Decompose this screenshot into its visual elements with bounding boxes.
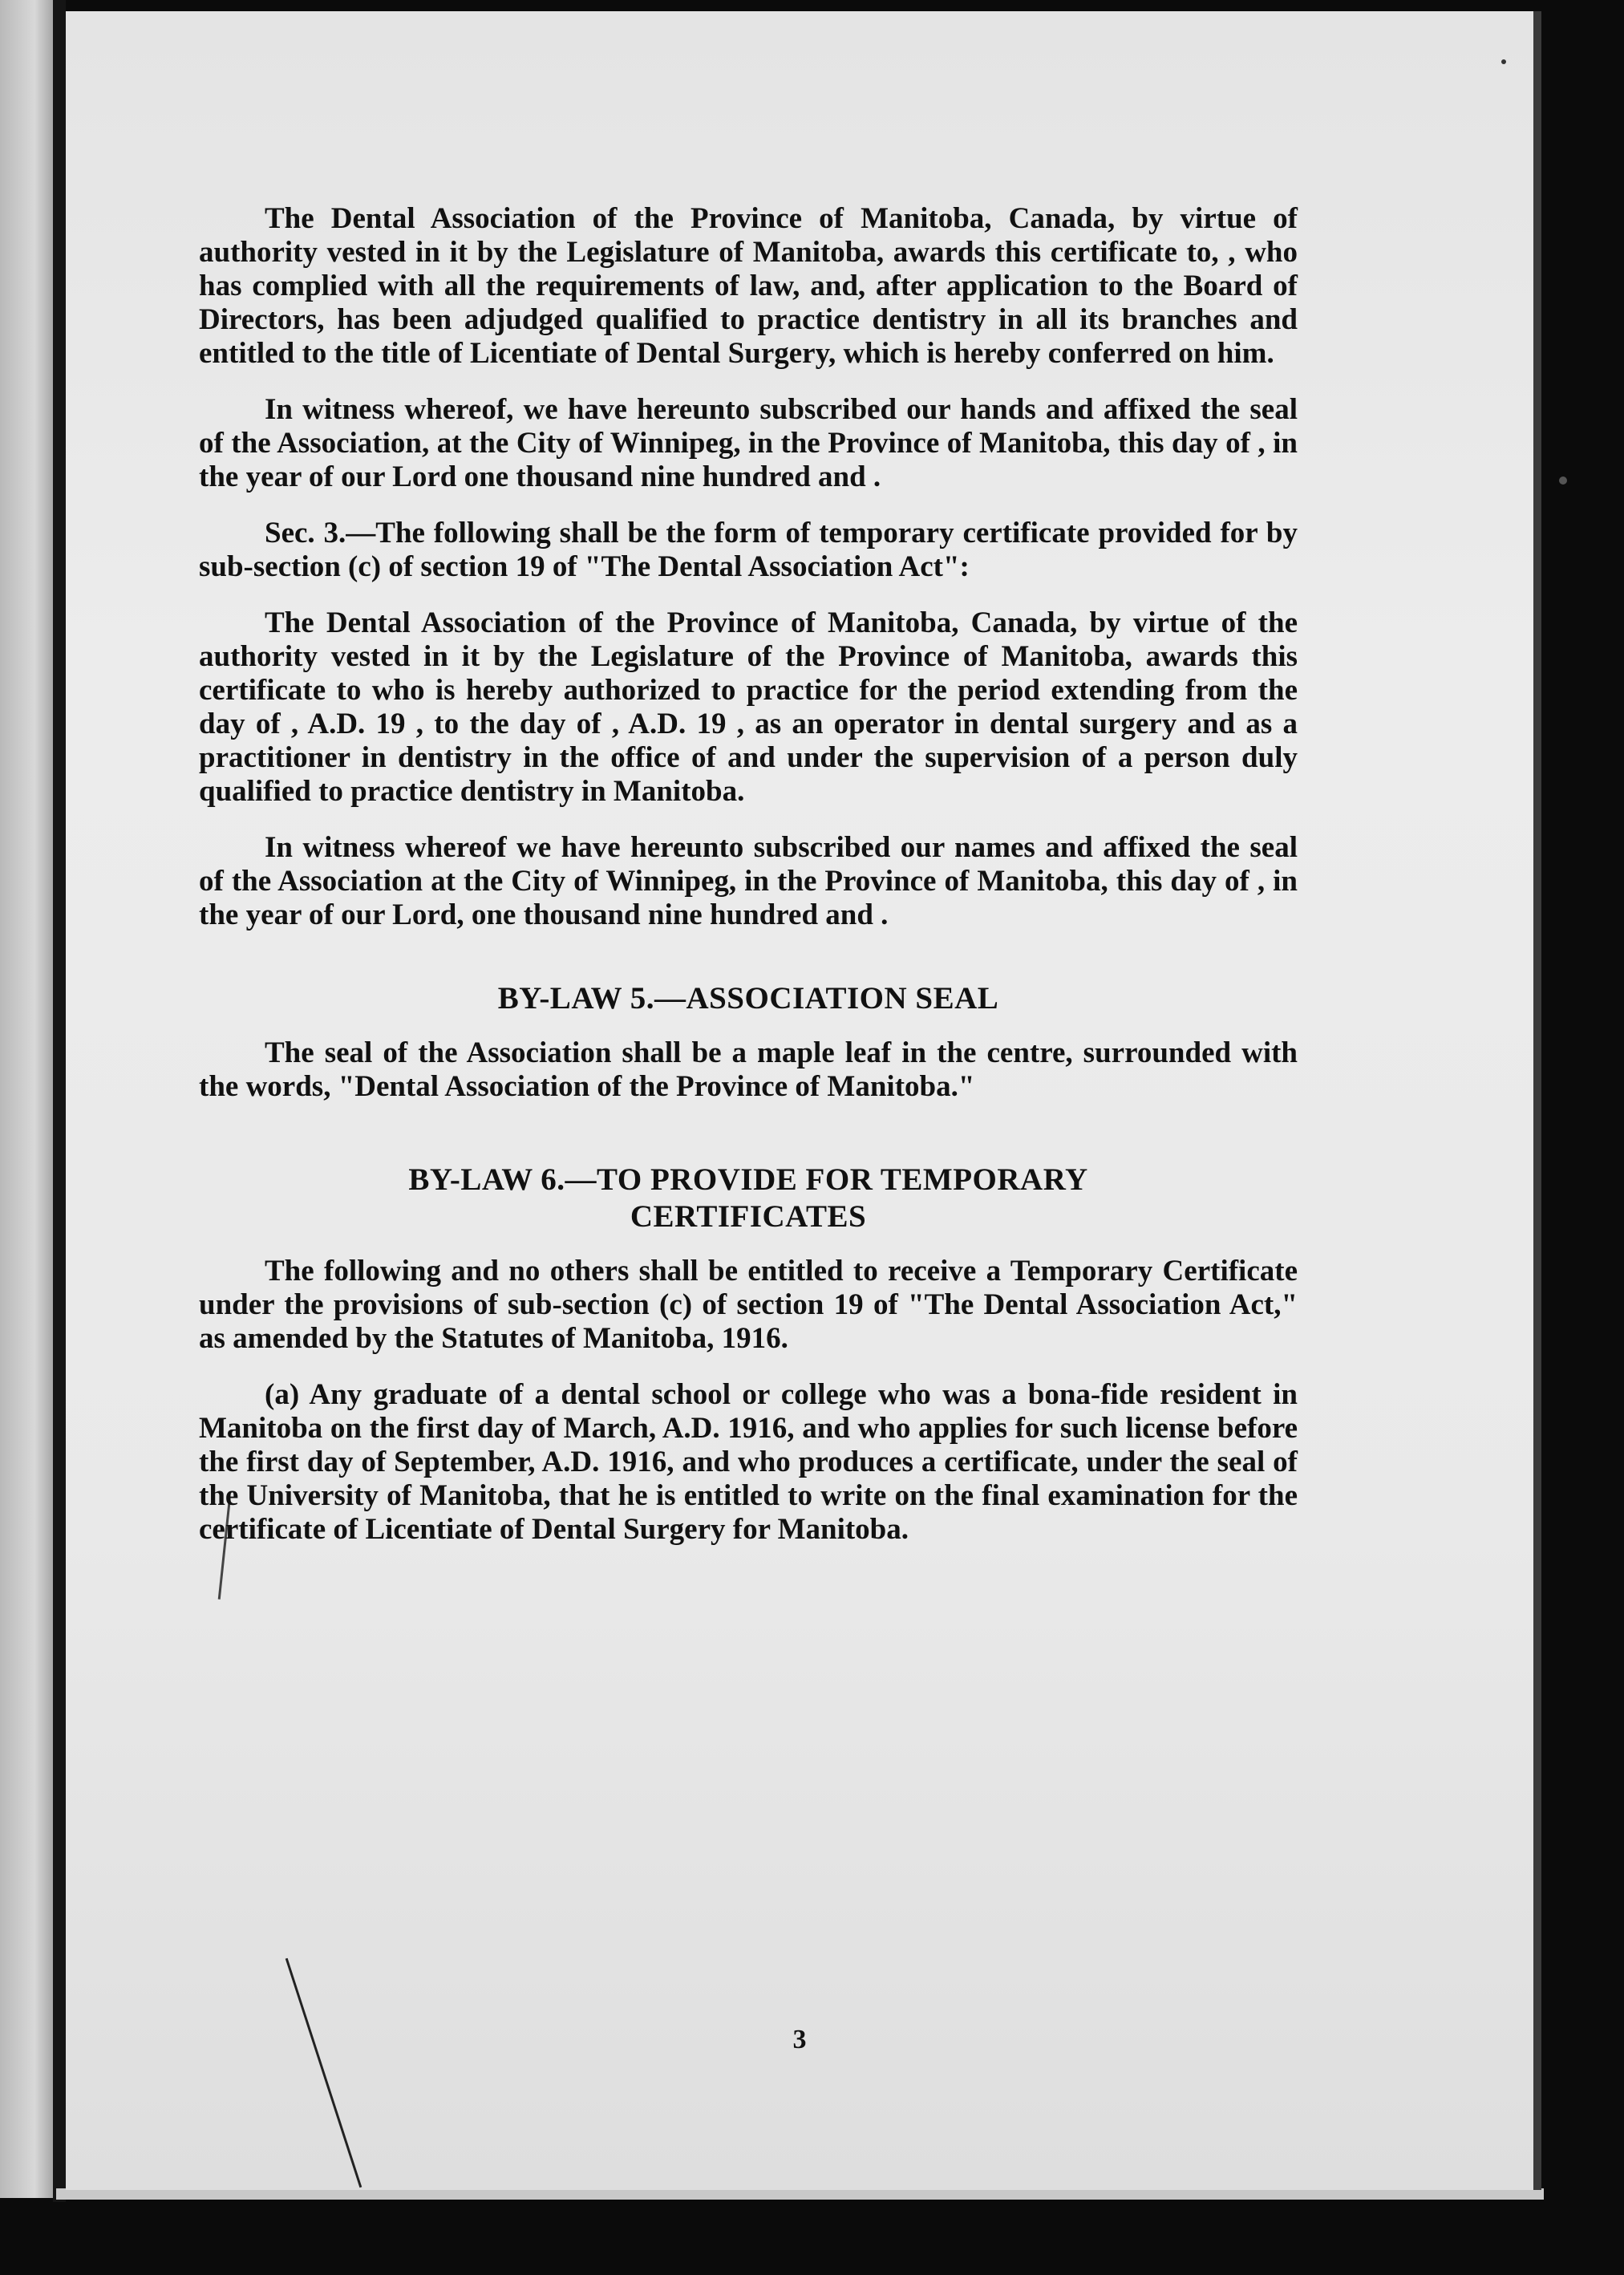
bylaw-6-heading-line-1: BY-LAW 6.—TO PROVIDE FOR TEMPORARY xyxy=(408,1162,1088,1197)
scan-speck xyxy=(1501,59,1506,64)
page-number: 3 xyxy=(792,2025,807,2054)
witness-paragraph: In witness whereof, we have hereunto subscribed our hands and affixed the seal of the Association, at the City of Winnipeg, in the Province of Manitoba, this day of , in the year of our Lord one thousand nine hundred and . xyxy=(199,393,1298,493)
bylaw-6-heading-line-2: CERTIFICATES xyxy=(630,1199,867,1234)
scan-speck xyxy=(1559,476,1567,485)
binding-gutter xyxy=(53,0,66,2202)
page-bottom-edge xyxy=(56,2188,1544,2200)
bylaw-5-heading: BY-LAW 5.—ASSOCIATION SEAL xyxy=(497,981,999,1016)
pencil-mark xyxy=(286,1958,362,2188)
document-body xyxy=(199,202,1298,1569)
bylaw-6-heading xyxy=(199,1162,1298,1235)
bylaw-6-item-a: (a) Any graduate of a dental school or college who was a bona-fide resident in Manitoba on the first day of March, A.D. 1916, and who applies for such license before the first day of September, A.D. 1916, and who produces a certificate, under the seal of the University of Manitoba, that he is entitled to write on the final examination for the certificate of Licentiate of Dental Surgery for Manitoba. xyxy=(199,1378,1298,1546)
section-3-paragraph: Sec. 3.—The following shall be the form of temporary certificate provided for by sub-section (c) of section 19 of "The Dental Association Act": xyxy=(199,517,1298,583)
bylaw-6-intro: The following and no others shall be entitled to receive a Temporary Certificate under the provisions of sub-section (c) of section 19 of "The Dental Association Act," as amended by the Statutes of Manitoba, 1916. xyxy=(199,1255,1298,1355)
certificate-paragraph: The Dental Association of the Province of Manitoba, Canada, by virtue of authority vested in it by the Legislature of Manitoba, awards this certificate to, , who has complied with all the requirements of law, and, after application to the Board of Directors, has been adjudged qualified to practice dentistry in all its branches and entitled to the title of Licentiate of Dental Surgery, which is hereby conferred on him. xyxy=(199,202,1298,370)
witness-paragraph-2: In witness whereof we have hereunto subscribed our names and affixed the seal of the Association at the City of Winnipeg, in the Province of Manitoba, this day of , in the year of our Lord, one thousand nine hundred and . xyxy=(199,831,1298,931)
bylaw-5-text: The seal of the Association shall be a maple leaf in the centre, surrounded with the words, "Dental Association of the Province of Manitoba." xyxy=(199,1036,1298,1103)
adjacent-page-edge xyxy=(0,0,58,2198)
temporary-certificate-paragraph: The Dental Association of the Province of Manitoba, Canada, by virtue of the authority vested in it by the Legislature of the Province of Manitoba, awards this certificate to who is hereby authorized to practice for the period extending from the day of , A.D. 19 , to the day of , A.D. 19 , as an operator in dental surgery and as a practitioner in dentistry in the office of and under the supervision of a person duly qualified to practice dentistry in Manitoba. xyxy=(199,606,1298,808)
